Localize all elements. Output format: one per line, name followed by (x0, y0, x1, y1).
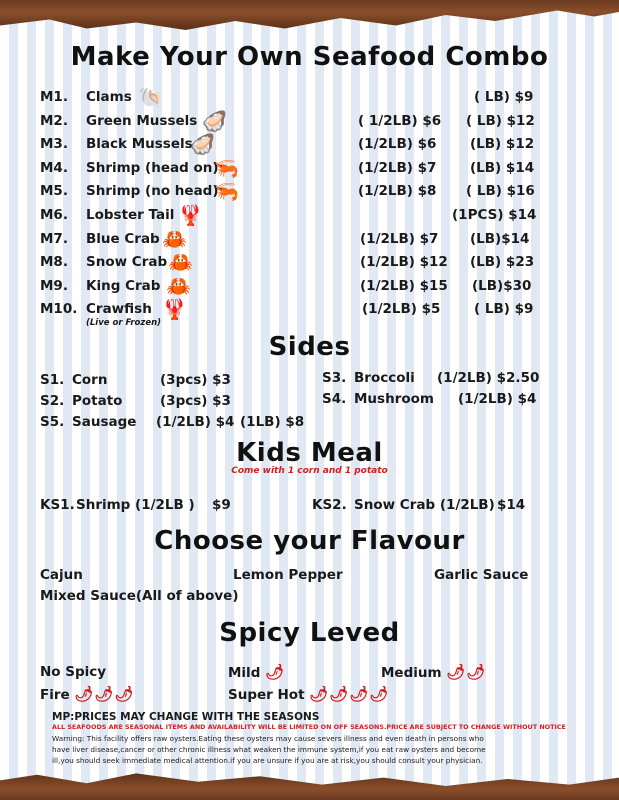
combo-name: Black Mussels (86, 136, 193, 153)
spicy-mild (228, 663, 285, 681)
combo-half-lb-price: (1/2LB) $5 (362, 301, 441, 318)
chili-pepper-icon: 🌶 (265, 663, 286, 681)
combo-half-lb-price: (1/2LB) $7 (360, 230, 439, 247)
combo-name: Shrimp (head on) (86, 159, 219, 176)
combo-name: Crawfish (86, 301, 152, 318)
chili-pepper-icon: 🌶🌶🌶🌶 (309, 685, 390, 703)
crab-icon: 🦀 (166, 273, 191, 298)
combo-lb-price: (LB)$14 (470, 230, 530, 247)
side-code: S5. (40, 414, 65, 430)
side-price: (3pcs) $3 (160, 393, 231, 409)
combo-name: Shrimp (no head) (86, 183, 219, 200)
chili-pepper-icon: 🌶🌶 (446, 663, 487, 681)
combo-lb-price: (1PCS) $14 (452, 207, 537, 223)
spicy-super-hot (228, 685, 389, 703)
spicy-label: Mild (228, 665, 261, 681)
combo-code: M10. (40, 301, 78, 318)
combo-half-lb-price: (1/2LB) $12 (360, 254, 448, 271)
combo-half-lb-price: (1/2LB) $6 (358, 136, 437, 153)
kids-code: KS1. (40, 497, 75, 513)
shrimp-icon: 🦐 (214, 155, 239, 180)
side-code: S1. (40, 372, 65, 388)
combo-name: Snow Crab (86, 254, 168, 271)
prices-change-note: MP:PRICES MAY CHANGE WITH THE SEASONS (52, 711, 320, 723)
combo-lb-price: ( LB) $12 (466, 112, 535, 129)
warning-line-3: ill,you should seek immediate medical attention.if you are unsure if you are at risk,you should consult your physician. (52, 756, 483, 765)
flavour-lemon-pepper: Lemon Pepper (233, 567, 343, 583)
combo-half-lb-price: (1/2LB) $8 (358, 183, 437, 200)
flavour-cajun: Cajun (40, 567, 83, 583)
combo-lb-price: (LB) $23 (470, 254, 535, 271)
flavour-garlic-sauce: Garlic Sauce (434, 567, 529, 583)
combo-half-lb-price: (1/2LB) $15 (360, 277, 448, 294)
flavour-mixed-sauce: Mixed Sauce(All of above) (40, 588, 239, 604)
crab-icon: 🦀 (168, 250, 193, 275)
mussel-icon: 🦪 (202, 108, 227, 133)
warning-line-1: Warning: This facility offers raw oysters.Eating these oysters may cause severs illness and even death in persons who (52, 734, 484, 743)
crawfish-icon: 🦞 (162, 297, 187, 322)
seasonal-note: ALL SEAFOODS ARE SEASONAL ITEMS AND AVAILABILITY WILL BE LIMITED ON OFF SEASONS.PRICE ARE SUBJECT TO CHANGE WITHOUT NOTICE (52, 723, 566, 731)
side-price: (1/2LB) $2.50 (437, 370, 540, 386)
spicy-medium (381, 663, 486, 681)
spicy-label: Super Hot (228, 687, 305, 703)
spicy-title: Spicy Leved (219, 618, 400, 648)
side-code: S4. (322, 391, 347, 407)
combo-lb-price: (LB) $14 (470, 159, 535, 176)
clam-icon: 🐚 (138, 85, 163, 109)
side-price: (1/2LB) $4 (156, 414, 235, 430)
kids-code: KS2. (312, 497, 347, 513)
kids-title: Kids Meal (236, 438, 383, 468)
kids-price: $14 (497, 497, 526, 513)
kids-name: Snow Crab (1/2LB) (354, 497, 495, 513)
wood-banner-bottom (0, 772, 619, 800)
combo-half-lb-price: ( 1/2LB) $6 (358, 112, 442, 129)
combo-code: M1. (40, 89, 68, 105)
combo-code: M8. (40, 254, 68, 271)
side-price: (1/2LB) $4 (458, 391, 537, 407)
combo-code: M7. (40, 230, 68, 247)
spicy-label: Fire (40, 687, 70, 703)
combo-name: King Crab (86, 277, 161, 294)
combo-code: M9. (40, 277, 68, 294)
side-name: Potato (72, 393, 123, 409)
combo-name: Clams (86, 89, 132, 105)
side-name: Sausage (72, 414, 137, 430)
spicy-no (40, 664, 106, 680)
combo-code: M6. (40, 207, 68, 223)
combo-half-lb-price: (1/2LB) $7 (358, 159, 437, 176)
side-code: S2. (40, 393, 65, 409)
side-price: (3pcs) $3 (160, 372, 231, 388)
page-title: Make Your Own Seafood Combo (70, 42, 549, 72)
combo-code: M3. (40, 136, 68, 153)
side-code: S3. (322, 370, 347, 386)
combo-lb-price: ( LB) $9 (474, 301, 534, 318)
mussel-icon: 🦪 (190, 132, 215, 157)
kids-note: Come with 1 corn and 1 potato (231, 466, 388, 476)
side-name: Corn (72, 372, 108, 388)
combo-code: M5. (40, 183, 68, 200)
combo-code: M4. (40, 159, 68, 176)
kids-price: $9 (212, 497, 231, 513)
flavour-title: Choose your Flavour (154, 526, 465, 556)
side-price-lb: (1LB) $8 (240, 414, 305, 430)
combo-lb-price: ( LB) $9 (474, 89, 534, 105)
chili-pepper-icon: 🌶🌶🌶 (74, 685, 135, 703)
spicy-label: Medium (381, 665, 442, 681)
side-name: Broccoli (354, 370, 415, 386)
kids-name: Shrimp (1/2LB ) (76, 497, 195, 513)
crawfish-note: (Live or Frozen) (86, 318, 162, 328)
crab-icon: 🦀 (162, 226, 187, 251)
combo-name: Green Mussels (86, 112, 198, 129)
combo-lb-price: (LB) $12 (470, 136, 535, 153)
combo-name: Lobster Tail (86, 207, 175, 223)
spicy-fire (40, 685, 135, 703)
spicy-label: No Spicy (40, 664, 107, 680)
sides-title: Sides (268, 332, 351, 362)
combo-code: M2. (40, 112, 68, 129)
lobster-icon: 🦞 (178, 203, 203, 227)
wood-banner-top (0, 0, 619, 30)
combo-lb-price: ( LB) $16 (466, 183, 535, 200)
shrimp-icon: 🦐 (214, 179, 239, 204)
combo-lb-price: (LB)$30 (472, 277, 532, 294)
combo-name: Blue Crab (86, 230, 160, 247)
warning-line-2: have liver disease,cancer or other chronic illness what weaken the immune system,if you eat raw oysters and become (52, 745, 486, 754)
side-name: Mushroom (354, 391, 434, 407)
